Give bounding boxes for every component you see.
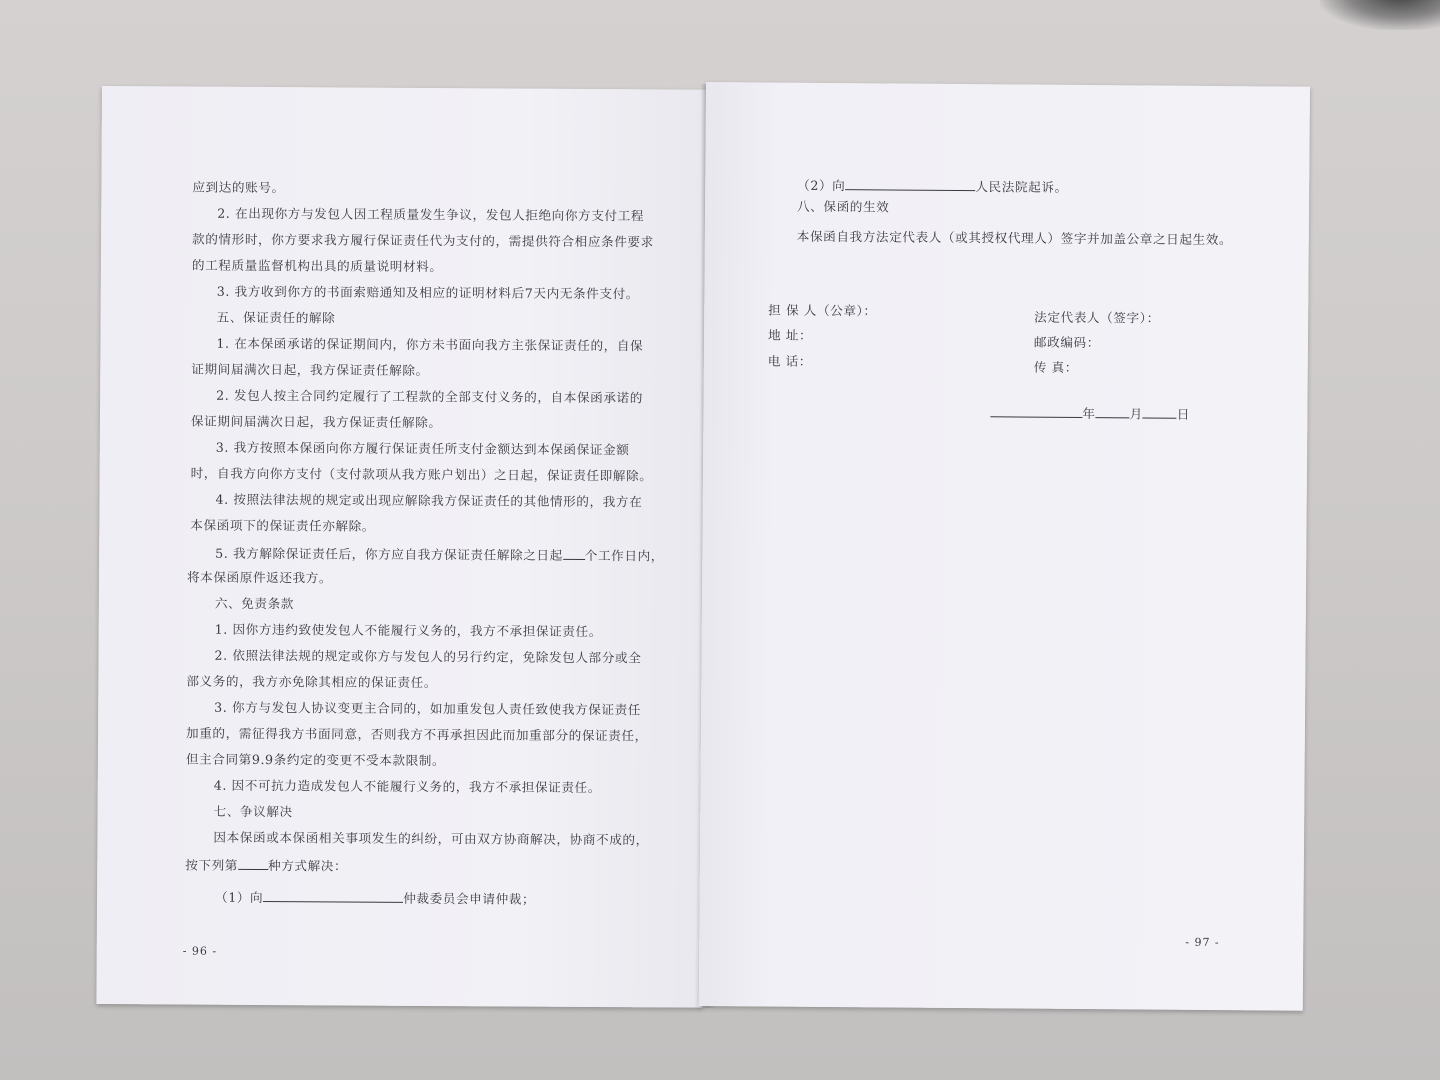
- day-label: 日: [1176, 406, 1191, 422]
- date-line: [990, 402, 1190, 423]
- document-page-right: [699, 82, 1310, 1011]
- fill-blank: [238, 858, 268, 870]
- fill-blank: [263, 890, 403, 903]
- text-line: 3. 你方与发包人协议变更主合同的，如加重发包人责任致使我方保证责任: [214, 699, 642, 718]
- text-line: 3. 我方按照本保函向你方履行保证责任所支付金额达到本保函保证金额: [215, 439, 630, 458]
- section-heading: 五、保证责任的解除: [216, 309, 336, 326]
- text-line: 的工程质量监督机构出具的质量说明材料。: [191, 257, 443, 275]
- text-line: 本保函自我方法定代表人（或其授权代理人）签字并加盖公章之日起生效。: [796, 228, 1233, 248]
- text-line: 4. 因不可抗力造成发包人不能履行义务的，我方不承担保证责任。: [213, 777, 602, 796]
- text-line: 1. 在本保函承诺的保证期间内，你方未书面向我方主张保证责任的，自保: [216, 335, 644, 354]
- text-line: 时，自我方向你方支付（支付款项从我方账户划出）之日起，保证责任即解除。: [190, 465, 653, 484]
- text-line: 3. 我方收到你方的书面索赔通知及相应的证明材料后7天内无条件支付。: [216, 283, 640, 302]
- page-number: - 96 -: [182, 944, 218, 958]
- year-blank: [990, 405, 1082, 418]
- text-line: [797, 178, 1068, 195]
- text-segment: 按下列第: [185, 857, 239, 873]
- text-line: 证期间届满次日起，我方保证责任解除。: [191, 361, 429, 379]
- section-heading: 八、保函的生效: [796, 198, 890, 215]
- text-line: 2. 发包人按主合同约定履行了工程款的全部支付义务的，自本保函承诺的: [216, 387, 643, 406]
- text-line: 但主合同第9.9条约定的变更不受本款限制。: [185, 751, 446, 769]
- fill-blank: [563, 548, 585, 560]
- document-page-left: [96, 86, 708, 1008]
- text-line: 本保函项下的保证责任亦解除。: [190, 517, 376, 534]
- fill-blank: [845, 178, 975, 191]
- address-label: 地 址：: [767, 327, 813, 343]
- text-line: 4. 按照法律法规的规定或出现应解除我方保证责任的其他情形的，我方在: [215, 491, 643, 510]
- page-number: - 97 -: [1185, 935, 1220, 950]
- section-heading: 七、争议解决: [213, 803, 293, 820]
- text-segment: 5. 我方解除保证责任后，你方应自我方保证责任解除之日起: [215, 545, 563, 563]
- day-blank: [1143, 406, 1177, 418]
- text-line: 1. 因你方违约致使发包人不能履行义务的，我方不承担保证责任。: [214, 621, 602, 640]
- fax-label: 传 真：: [1033, 359, 1079, 375]
- year-label: 年: [1082, 405, 1096, 422]
- text-line: 2. 依照法律法规的规定或你方与发包人的另行约定，免除发包人部分或全: [214, 647, 642, 666]
- text-line: [185, 858, 347, 874]
- phone-label: 电 话：: [767, 353, 813, 369]
- month-label: 月: [1129, 406, 1143, 422]
- month-blank: [1096, 406, 1130, 418]
- text-line: [215, 890, 535, 907]
- text-segment: 个工作日内，: [584, 547, 665, 564]
- postcode-label: 邮政编码：: [1033, 334, 1100, 351]
- background-shadow: [1320, 0, 1440, 30]
- text-line: [215, 546, 664, 563]
- text-line: 因本保函或本保函相关事项发生的纠纷，可由双方协商解决，协商不成的，: [213, 829, 649, 848]
- text-line: 保证期间届满次日起，我方保证责任解除。: [190, 413, 442, 431]
- guarantor-label: 担 保 人（公章）：: [768, 302, 877, 319]
- text-line: 款的情形时，你方要求我方履行保证责任代为支付的，需提供符合相应条件要求: [192, 231, 654, 250]
- text-line: 应到达的账号。: [192, 179, 285, 196]
- text-segment: 仲裁委员会申请仲裁；: [403, 890, 536, 907]
- text-line: 将本保函原件返还我方。: [186, 569, 333, 586]
- text-segment: 人民法院起诉。: [975, 179, 1068, 195]
- text-segment: （2）向: [797, 177, 846, 194]
- text-segment: 种方式解决：: [267, 858, 348, 874]
- text-line: 部义务的，我方亦免除其相应的保证责任。: [186, 673, 438, 691]
- legal-representative-label: 法定代表人（签字）：: [1034, 309, 1160, 326]
- text-line: 2. 在出现你方与发包人因工程质量发生争议，发包人拒绝向你方支付工程: [217, 205, 645, 224]
- text-line: 加重的，需征得我方书面同意，否则我方不再承担因此而加重部分的保证责任，: [186, 725, 648, 744]
- section-heading: 六、免责条款: [214, 595, 295, 612]
- text-segment: （1）向: [215, 889, 264, 905]
